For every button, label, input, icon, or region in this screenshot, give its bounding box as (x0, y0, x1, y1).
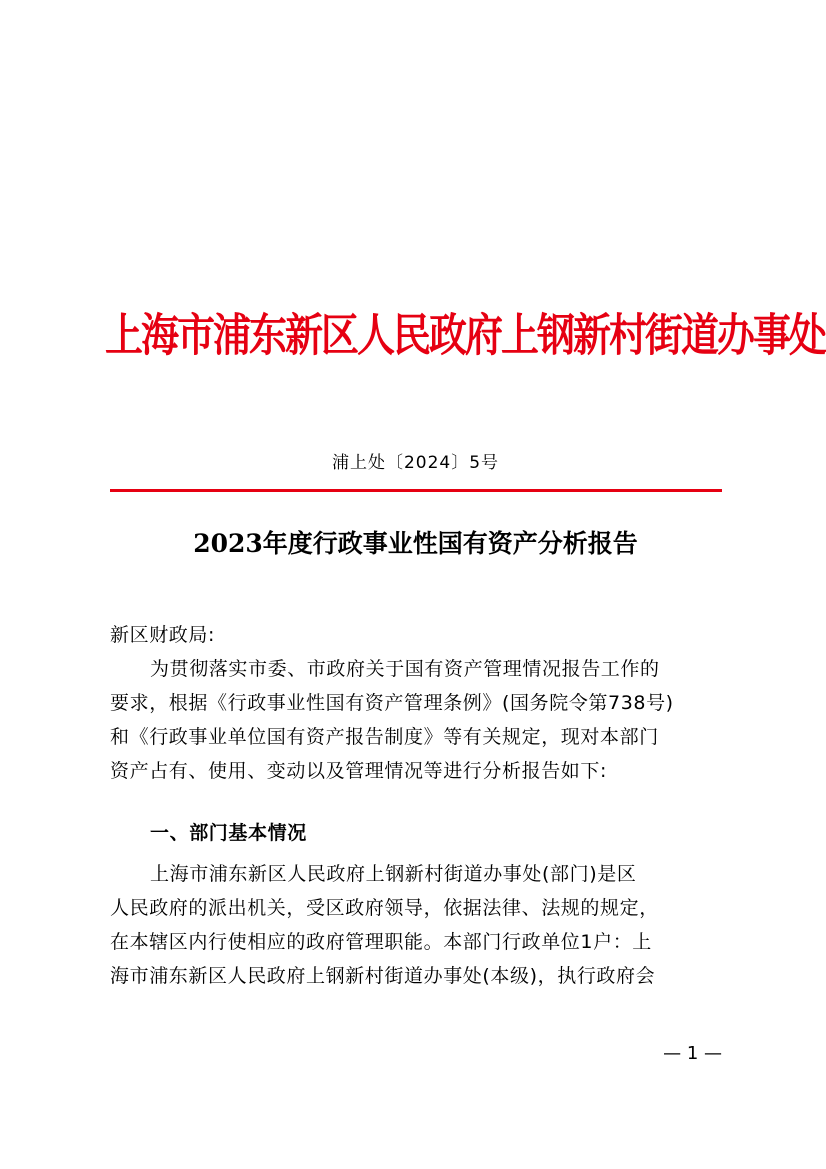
paragraph-line: 要求，根据《行政事业性国有资产管理条例》(国务院令第738号) (110, 692, 674, 714)
paragraph-line: 海市浦东新区人民政府上钢新村街道办事处(本级)，执行政府会 (110, 965, 656, 987)
salutation-text: 新区财政局: (110, 624, 216, 646)
paragraph-line: 人民政府的派出机关，受区政府领导，依据法律、法规的规定， (110, 897, 659, 919)
report-title: 2023年度行政事业性国有资产分析报告 (193, 529, 638, 558)
agency-name-header: 上海市浦东新区人民政府上钢新村街道办事处 (105, 307, 826, 361)
paragraph-line: 和《行政事业单位国有资产报告制度》等有关规定，现对本部门 (110, 726, 659, 748)
paragraph-line: 为贯彻落实市委、市政府关于国有资产管理情况报告工作的 (150, 658, 660, 680)
salutation (110, 618, 722, 652)
paragraph-line: 在本辖区内行使相应的政府管理职能。本部门行政单位1户：上 (110, 931, 652, 953)
red-divider-line (110, 489, 722, 492)
document-number: 浦上处〔2024〕5号 (331, 453, 500, 473)
page-number: — 1 — (663, 1043, 722, 1064)
section-heading: 一、部门基本情况 (150, 822, 307, 844)
intro-paragraph (110, 652, 722, 788)
paragraph-line: 上海市浦东新区人民政府上钢新村街道办事处(部门)是区 (150, 863, 637, 885)
department-info-paragraph (110, 857, 722, 993)
paragraph-line: 资产占有、使用、变动以及管理情况等进行分析报告如下: (110, 760, 608, 782)
